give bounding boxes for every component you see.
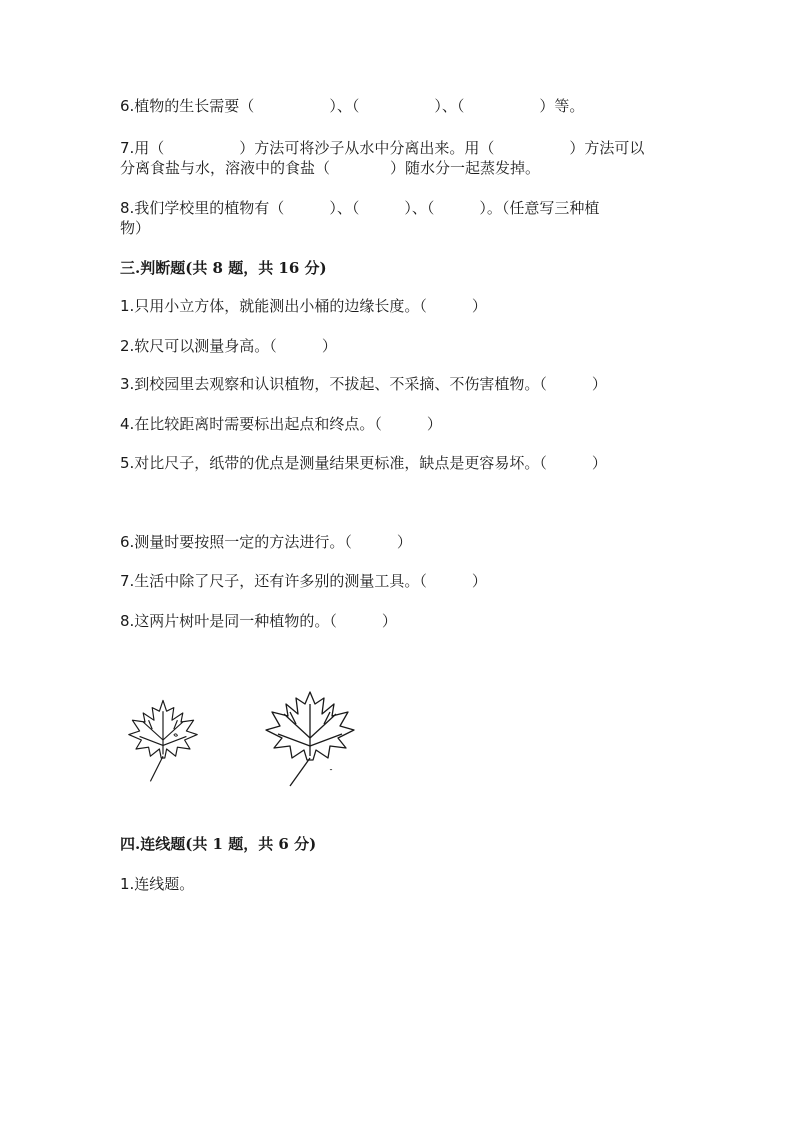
maple-leaf-image-2: [258, 688, 362, 788]
judgment-item-5: 5.对比尺子，纸带的优点是测量结果更标准，缺点是更容易坏。（ ）: [120, 454, 607, 472]
question-fill-7-line1: 7.用（ ）方法可将沙子从水中分离出来。用（ ）方法可以: [120, 139, 645, 157]
question-fill-8-line2: 物）: [120, 219, 151, 237]
section-heading-matching: 四.连线题(共 1 题，共 6 分): [120, 835, 317, 853]
maple-leaf-image-1: [118, 692, 208, 788]
section-heading-judgment: 三.判断题(共 8 题，共 16 分): [120, 259, 327, 277]
judgment-item-1: 1.只用小立方体，就能测出小桶的边缘长度。（ ）: [120, 297, 487, 315]
question-fill-8-line1: 8.我们学校里的植物有（ ）、（ ）、（ ）。（任意写三种植: [120, 199, 600, 217]
judgment-item-4: 4.在比较距离时需要标出起点和终点。（ ）: [120, 415, 442, 433]
judgment-item-2: 2.软尺可以测量身高。（ ）: [120, 337, 337, 355]
question-fill-6: 6.植物的生长需要（ ）、（ ）、（ ）等。: [120, 97, 585, 115]
judgment-item-7: 7.生活中除了尺子，还有许多别的测量工具。（ ）: [120, 572, 487, 590]
judgment-item-6: 6.测量时要按照一定的方法进行。（ ）: [120, 533, 412, 551]
matching-item-1: 1.连线题。: [120, 875, 195, 893]
judgment-item-3: 3.到校园里去观察和认识植物，不拔起、不采摘、不伤害植物。（ ）: [120, 375, 607, 393]
question-fill-7-line2: 分离食盐与水，溶液中的食盐（ ）随水分一起蒸发掉。: [120, 159, 541, 177]
judgment-item-8: 8.这两片树叶是同一种植物的。（ ）: [120, 612, 397, 630]
